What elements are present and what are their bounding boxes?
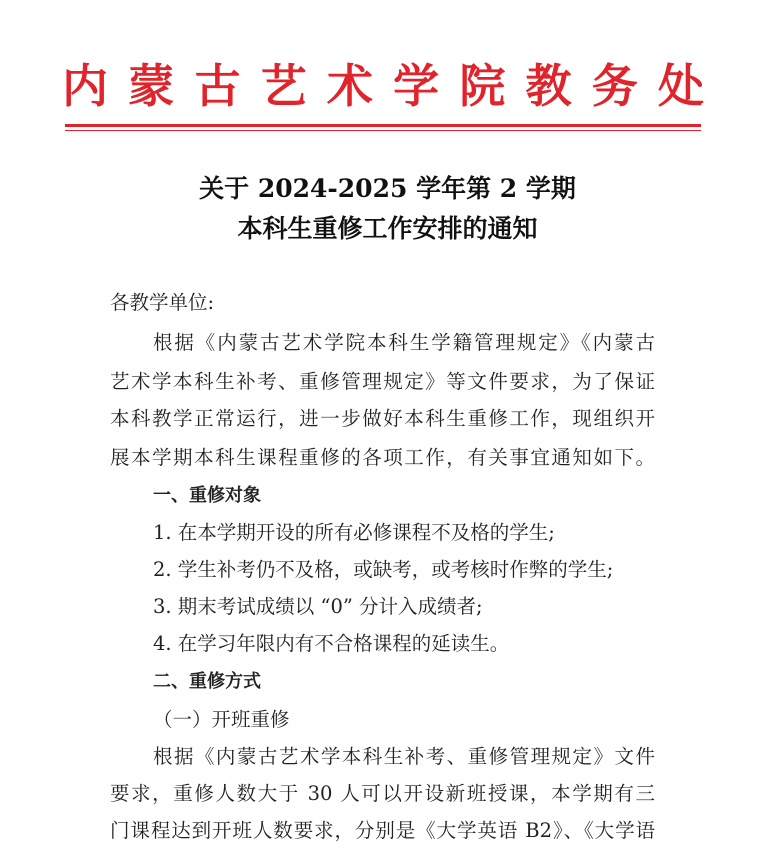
letterhead-char: 学 (393, 59, 440, 113)
section-1-heading: 一、重修对象 (153, 485, 261, 506)
intro-line: 根据《内蒙古艺术学院本科生学籍管理规定》《内蒙古 (153, 331, 655, 354)
letterhead-rule-thick (65, 124, 701, 127)
notice-title-line-2: 本科生重修工作安排的通知 (237, 214, 538, 243)
intro-line: 艺术学本科生补考、重修管理规定》等文件要求，为了保证 (110, 370, 655, 393)
letterhead-char: 院 (459, 59, 506, 113)
section-2-paragraph-line: 要求，重修人数大于 30 人可以开设新班授课，本学期有三 (110, 782, 655, 805)
section-2-paragraph-line: 根据《内蒙古艺术学本科生补考、重修管理规定》文件 (153, 745, 655, 768)
letterhead-char: 术 (326, 59, 373, 113)
letterhead-char: 蒙 (128, 59, 175, 113)
letterhead-char: 处 (657, 59, 704, 113)
salutation: 各教学单位: (110, 291, 215, 314)
section-1-item: 2. 学生补考仍不及格，或缺考，或考核时作弊的学生; (153, 558, 614, 581)
letterhead-rule-thin (65, 130, 701, 131)
letterhead-char: 艺 (260, 59, 307, 113)
section-2-paragraph-line: 门课程达到开班人数要求，分别是《大学英语 B2》、《大学语 (110, 819, 655, 842)
intro-line: 展本学期本科生课程重修的各项工作，有关事宜通知如下。 (110, 446, 655, 469)
letterhead-char: 务 (591, 59, 638, 113)
notice-title-line-1: 关于 2024-2025 学年第 2 学期 (199, 174, 576, 203)
section-2-heading: 二、重修方式 (153, 671, 261, 692)
letterhead-char: 教 (525, 59, 572, 113)
letterhead-char: 内 (62, 59, 108, 113)
letterhead-char: 古 (194, 59, 241, 113)
section-1-item: 4. 在学习年限内有不合格课程的延读生。 (153, 632, 510, 655)
section-1-item: 3. 期末考试成绩以 “0” 分计入成绩者; (153, 595, 483, 618)
intro-line: 本科教学正常运行，进一步做好本科生重修工作，现组织开 (110, 407, 655, 430)
section-2-subheading: （一）开班重修 (153, 708, 290, 731)
letterhead-title (62, 58, 704, 114)
section-1-item: 1. 在本学期开设的所有必修课程不及格的学生; (153, 521, 555, 544)
